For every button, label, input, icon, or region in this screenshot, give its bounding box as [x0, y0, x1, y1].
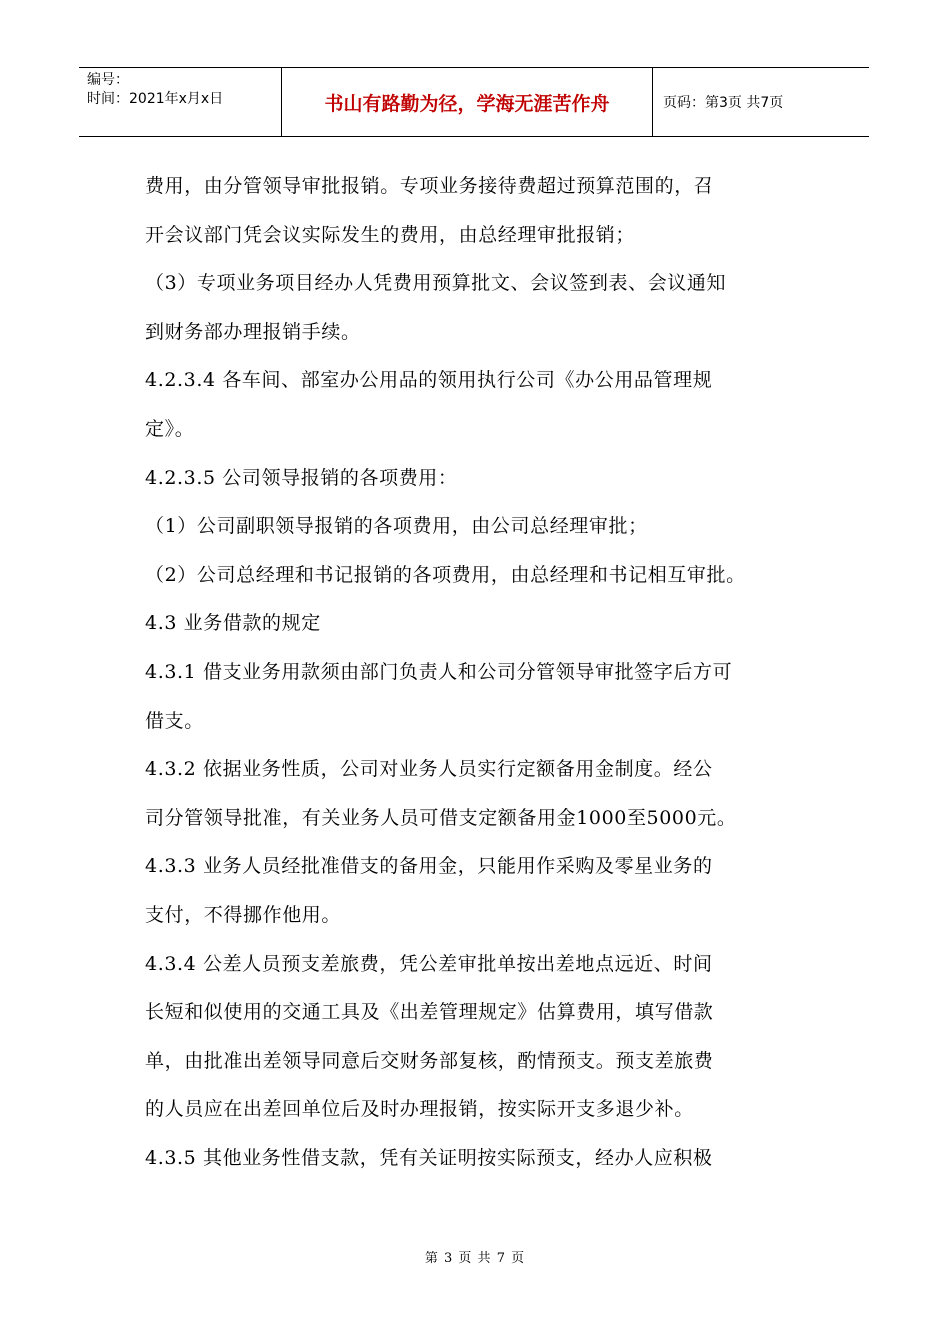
header-motto: 书山有路勤为径，学海无涯苦作舟	[282, 68, 653, 136]
text-line: （3）专项业务项目经办人凭费用预算批文、会议签到表、会议通知	[145, 272, 727, 295]
header-page-code: 页码：第3页 共7页	[663, 95, 784, 111]
text-line: 4.3.5 其他业务性借支款，凭有关证明按实际预支，经办人应积极	[145, 1146, 713, 1169]
document-number-label: 编号：	[87, 72, 129, 88]
text-line: 4.2.3.5 公司领导报销的各项费用：	[145, 466, 458, 489]
header-meta	[79, 68, 282, 136]
text-line: 开会议部门凭会议实际发生的费用，由总经理审批报销；	[145, 223, 636, 246]
text-line: 费用，由分管领导审批报销。专项业务接待费超过预算范围的，召	[145, 175, 714, 197]
text-line: 定》。	[145, 417, 195, 440]
text-line: 4.3.2 依据业务性质，公司对业务人员实行定额备用金制度。经公	[145, 758, 713, 781]
text-line: （1）公司副职领导报销的各项费用，由公司总经理审批；	[145, 515, 648, 538]
document-header	[79, 67, 869, 137]
page-footer: 第 3 页 共 7 页	[424, 1251, 526, 1266]
text-line: 借支。	[145, 709, 204, 732]
text-line: 4.3.4 公差人员预支差旅费，凭公差审批单按出差地点远近、时间	[145, 952, 713, 975]
text-line: 司分管领导批准，有关业务人员可借支定额备用金1000至5000元。	[145, 806, 737, 829]
text-line: 4.2.3.4 各车间、部室办公用品的领用执行公司《办公用品管理规	[145, 369, 713, 392]
text-line: 4.3 业务借款的规定	[145, 612, 321, 635]
text-line: 4.3.1 借支业务用款须由部门负责人和公司分管领导审批签字后方可	[145, 660, 733, 683]
body-paragraph	[145, 162, 817, 1182]
text-line: 4.3.3 业务人员经批准借支的备用金，只能用作采购及零星业务的	[145, 855, 713, 878]
text-line: 单，由批准出差领导同意后交财务部复核，酌情预支。预支差旅费	[145, 1049, 714, 1072]
text-line: 长短和似使用的交通工具及《出差管理规定》估算费用，填写借款	[145, 1001, 714, 1024]
text-line: 的人员应在出差回单位后及时办理报销，按实际开支多退少补。	[145, 1098, 694, 1121]
document-date-label: 时间：2021年x月x日	[87, 91, 224, 107]
text-line: 支付，不得挪作他用。	[145, 903, 342, 926]
text-line: 到财务部办理报销手续。	[145, 320, 361, 343]
text-line: （2）公司总经理和书记报销的各项费用，由总经理和书记相互审批。	[145, 563, 746, 586]
document-body	[145, 162, 817, 1182]
